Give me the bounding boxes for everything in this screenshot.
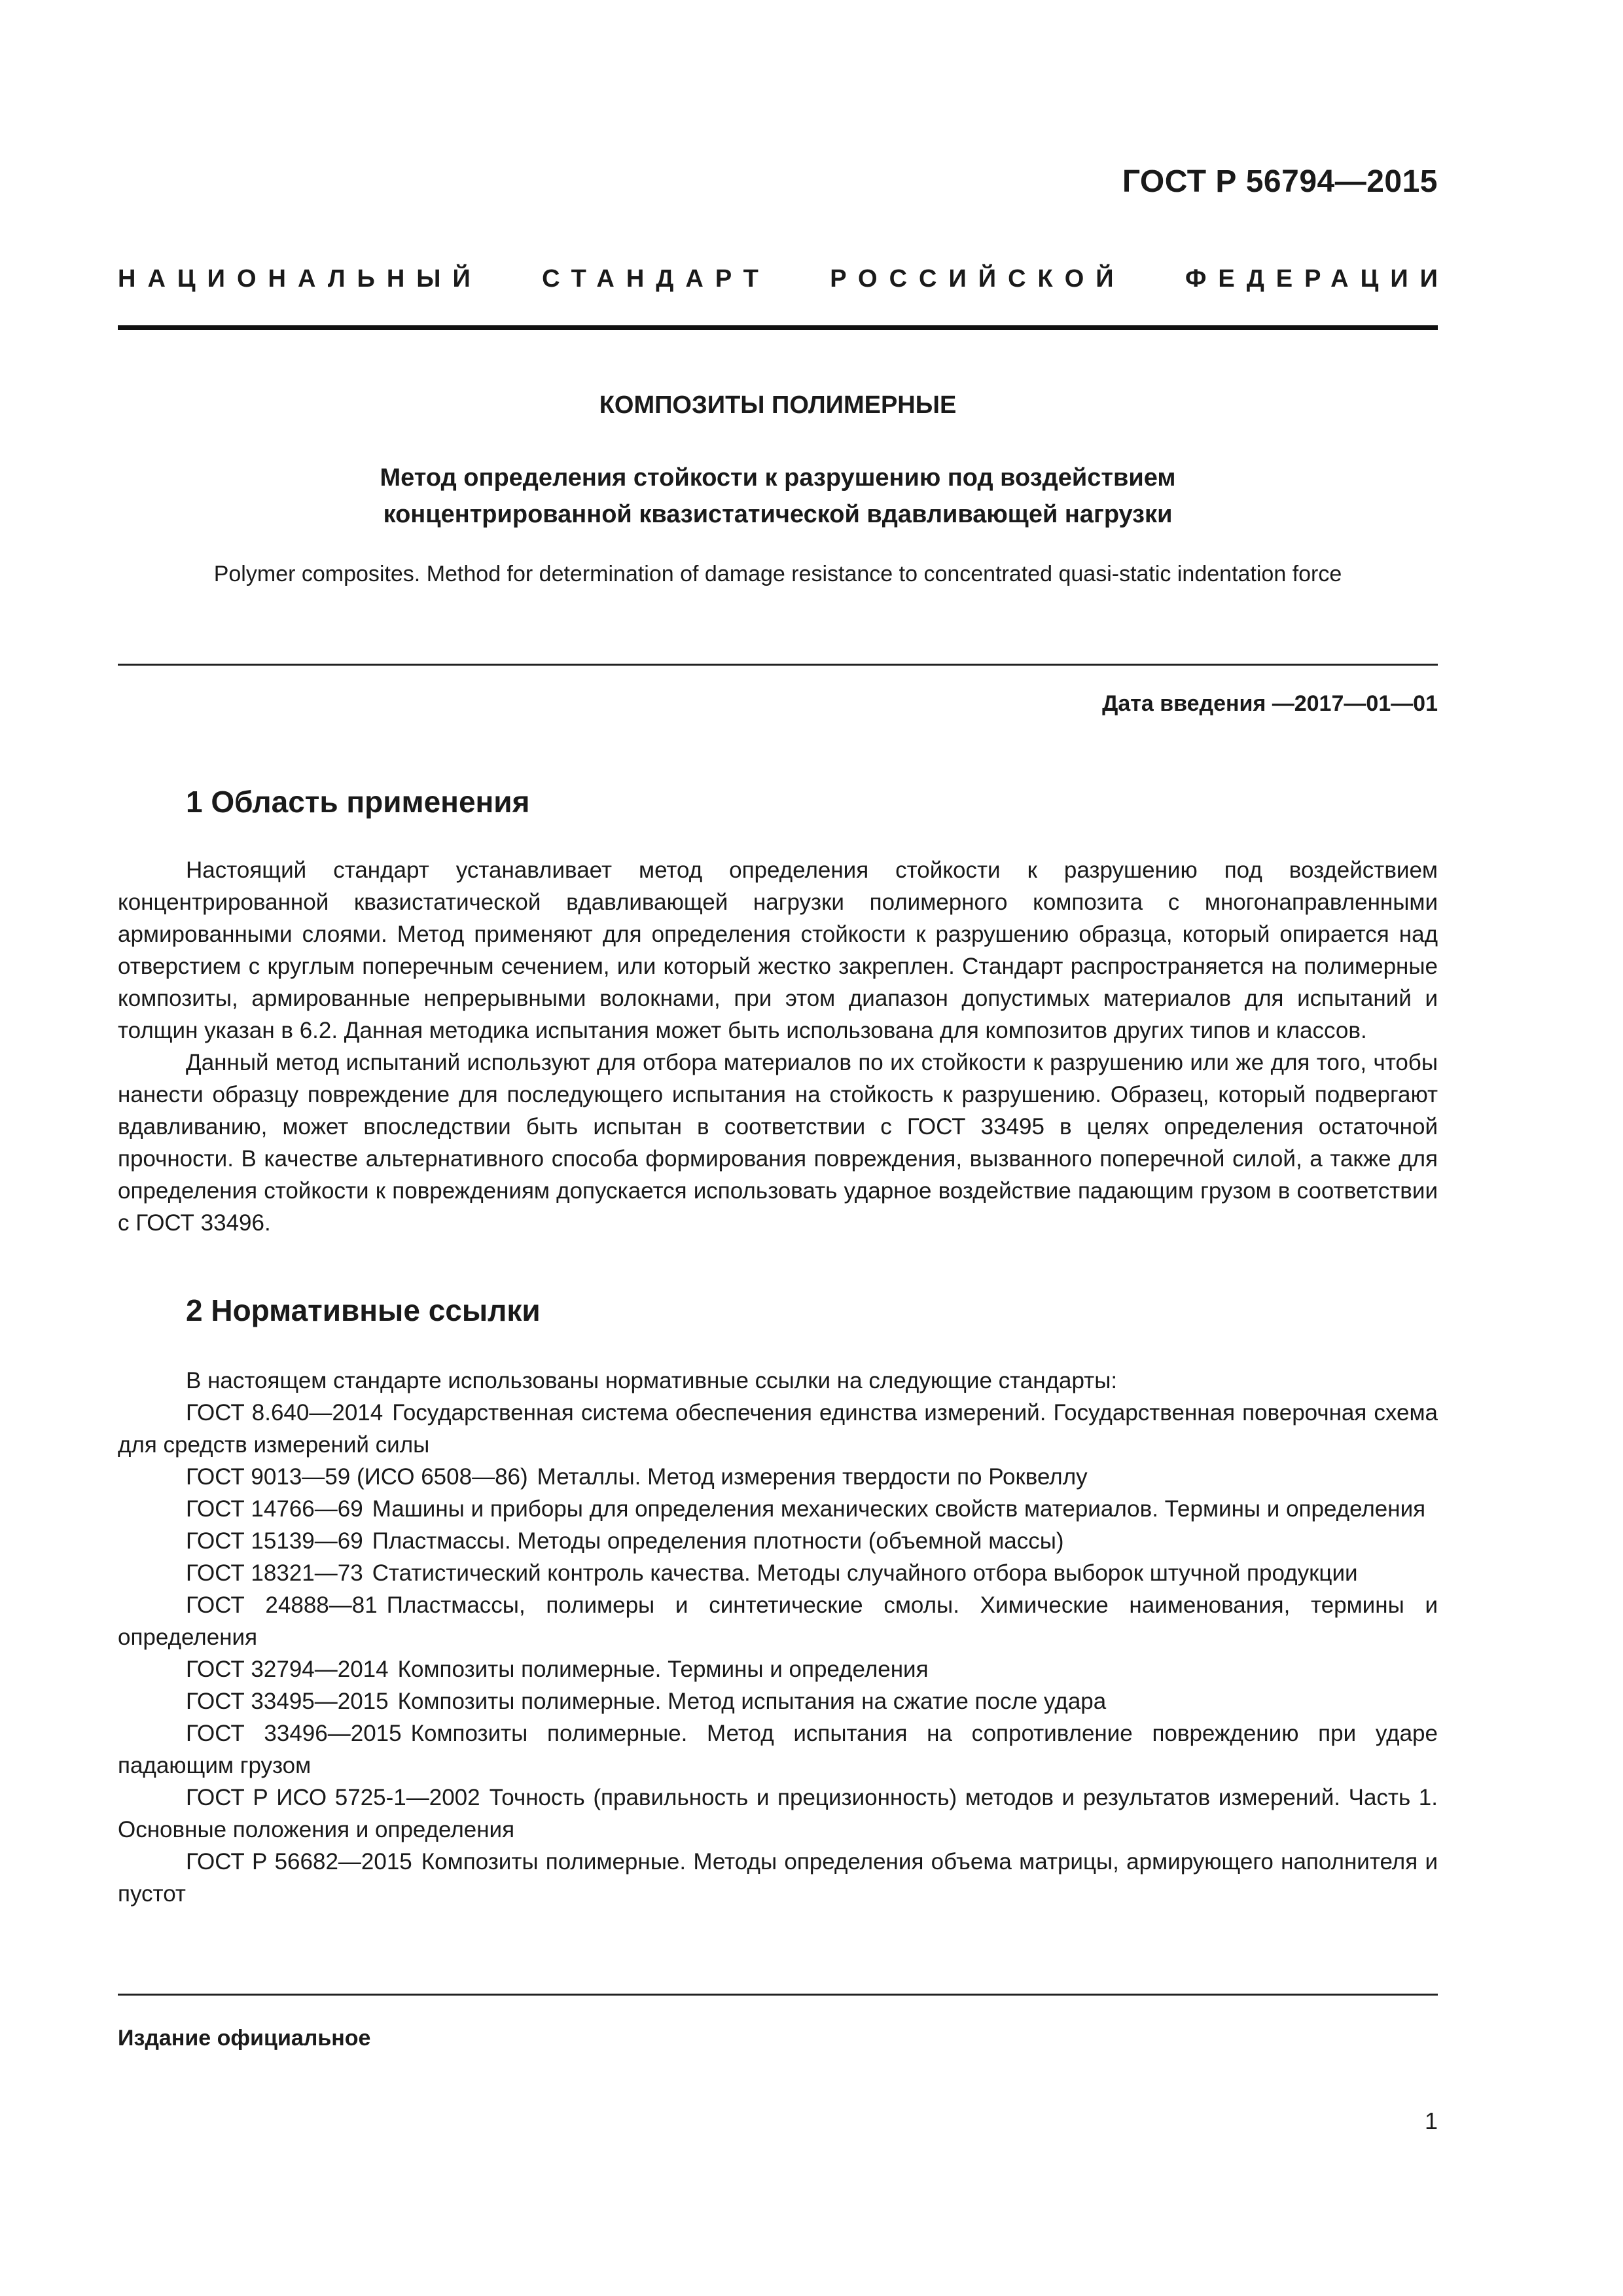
footer-divider <box>118 1994 1438 1996</box>
national-title-word: ФЕДЕРАЦИИ <box>1185 265 1450 293</box>
header-divider <box>118 325 1438 330</box>
title-divider <box>118 664 1438 666</box>
document-subtitle <box>118 459 1438 533</box>
references-intro: В настоящем стандарте использованы нормативные ссылки на следующие стандарты: <box>186 1368 1118 1393</box>
reference-code: ГОСТ 33496—2015 <box>186 1721 402 1746</box>
paragraph: Настоящий стандарт устанавливает метод определения стойкости к разрушению под воздействием концентрированной квазистатической вдавливающей нагрузки полимерного композита с многонаправленными армированными слоями. Метод применяют для определения стойкости к разрушению образца, который опирается над отверстием с круглым поперечным сечением, или который жестко закреплен. Стандарт распространяется на полимерные композиты, армированные непрерывными волокнами, при этом диапазон допустимых материалов для испытаний и толщин указан в 6.2. Данная методика испытания может быть использована для композитов других типов и классов. <box>118 857 1438 1043</box>
reference-text: Пластмассы, полимеры и синтетические смолы. Химические наименования, термины и определения <box>118 1592 1438 1650</box>
reference-item <box>118 1589 1438 1653</box>
reference-item <box>118 1525 1438 1557</box>
reference-text: Композиты полимерные. Термины и определения <box>397 1657 929 1682</box>
standard-code: ГОСТ Р 56794—2015 <box>1122 164 1438 199</box>
subtitle-line: концентрированной квазистатической вдавливающей нагрузки <box>383 501 1173 528</box>
reference-item <box>118 1782 1438 1846</box>
reference-code: ГОСТ 18321—73 <box>186 1560 363 1586</box>
reference-text: Композиты полимерные. Метод испытания на сжатие после удара <box>397 1689 1107 1714</box>
reference-code: ГОСТ 8.640—2014 <box>186 1400 383 1426</box>
reference-item <box>118 1461 1438 1493</box>
official-edition-label: Издание официальное <box>118 2026 371 2051</box>
reference-code: ГОСТ 9013—59 (ИСО 6508—86) <box>186 1464 528 1490</box>
reference-item <box>118 1685 1438 1717</box>
reference-code: ГОСТ 32794—2014 <box>186 1657 389 1682</box>
reference-item <box>118 1397 1438 1461</box>
reference-text: Композиты полимерные. Метод испытания на сопротивление повреждению при ударе падающим грузом <box>118 1721 1438 1778</box>
national-title-word: СТАНДАРТ <box>542 265 770 293</box>
reference-text: Точность (правильность и прецизионность) методов и результатов измерений. Часть 1. Основные положения и определения <box>118 1785 1438 1842</box>
reference-code: ГОСТ 15139—69 <box>186 1528 363 1554</box>
reference-text: Государственная система обеспечения единства измерений. Государственная поверочная схема для средств измерений силы <box>118 1400 1438 1458</box>
page-number: 1 <box>1424 2108 1438 2134</box>
reference-text: Машины и приборы для определения механических свойств материалов. Термины и определения <box>372 1496 1426 1522</box>
reference-code: ГОСТ 24888—81 <box>186 1592 378 1618</box>
reference-code: ГОСТ Р 56682—2015 <box>186 1849 412 1874</box>
section-references-body <box>118 1365 1438 1910</box>
subtitle-line: Метод определения стойкости к разрушению под воздействием <box>380 464 1176 492</box>
reference-text: Статистический контроль качества. Методы случайного отбора выборок штучной продукции <box>372 1560 1358 1586</box>
national-standard-title <box>118 265 1450 293</box>
reference-code: ГОСТ 14766—69 <box>186 1496 363 1522</box>
reference-code: ГОСТ Р ИСО 5725-1—2002 <box>186 1785 480 1810</box>
reference-text: Металлы. Метод измерения твердости по Роквеллу <box>537 1464 1088 1490</box>
national-title-word: РОССИЙСКОЙ <box>830 265 1126 293</box>
national-title-word: НАЦИОНАЛЬНЫЙ <box>118 265 482 293</box>
english-title: Polymer composites. Method for determination of damage resistance to concentrated quasi-static indentation force <box>213 562 1342 586</box>
introduction-date: Дата введения —2017—01—01 <box>1102 691 1438 716</box>
reference-item <box>118 1846 1438 1910</box>
document-title: КОМПОЗИТЫ ПОЛИМЕРНЫЕ <box>599 391 957 419</box>
reference-item <box>118 1493 1438 1525</box>
reference-text: Пластмассы. Методы определения плотности (объемной массы) <box>372 1528 1064 1554</box>
reference-code: ГОСТ 33495—2015 <box>186 1689 389 1714</box>
reference-item <box>118 1717 1438 1782</box>
section-heading-references: 2 Нормативные ссылки <box>186 1293 541 1327</box>
section-heading-scope: 1 Область применения <box>186 785 530 819</box>
paragraph: Данный метод испытаний используют для отбора материалов по их стойкости к разрушению или же для того, чтобы нанести образцу повреждение для последующего испытания на стойкость к разрушению. Образец, который подвергают вдавливанию, может впоследствии быть испытан в соответствии с ГОСТ 33495 в целях определения остаточной прочности. В качестве альтернативного способа формирования повреждения, вызванного поперечной силой, а также для определения стойкости к повреждениям допускается использовать ударное воздействие падающим грузом в соответствии с ГОСТ 33496. <box>118 1050 1438 1236</box>
reference-item <box>118 1653 1438 1685</box>
reference-item <box>118 1557 1438 1589</box>
reference-text: Композиты полимерные. Методы определения объема матрицы, армирующего наполнителя и пустот <box>118 1849 1438 1907</box>
section-scope-body <box>118 854 1438 1239</box>
